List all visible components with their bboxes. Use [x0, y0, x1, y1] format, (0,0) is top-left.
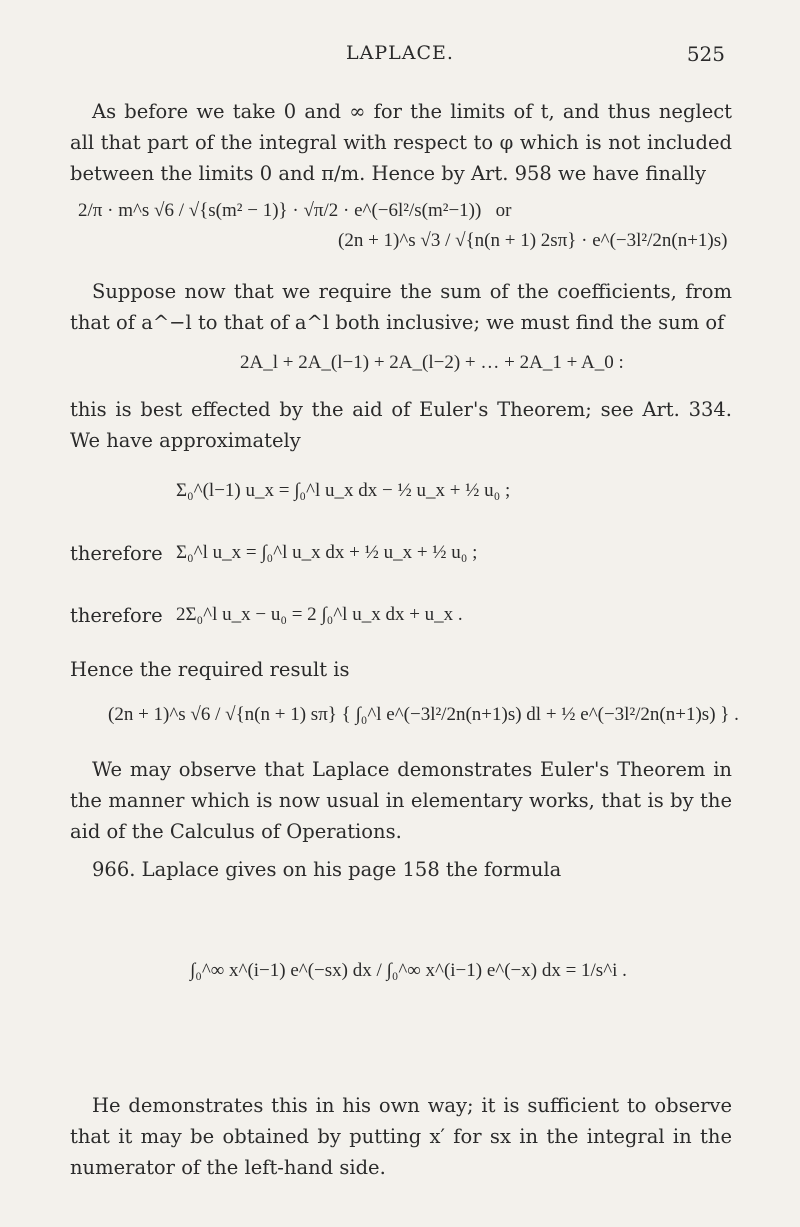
equation-1: Σ₀^(l−1) u_x = ∫₀^l u_x dx − ½ u_x + ½ u₀ ; [176, 480, 511, 501]
formula-final-or: or [495, 200, 512, 221]
paragraph-6: 966. Laplace gives on his page 158 the formula [92, 858, 562, 881]
result-formula: (2n + 1)^s √6 / √{n(n + 1) sπ} { ∫₀^l e^(−3l²/2n(n+1)s) dl + ½ e^(−3l²/2n(n+1)s) } . [108, 704, 739, 725]
paragraph-3: this is best effected by the aid of Euler's Theorem; see Art. 334. We have approximately [70, 398, 732, 452]
equation-3-label: therefore [70, 604, 163, 627]
equation-3: 2Σ₀^l u_x − u₀ = 2 ∫₀^l u_x dx + u_x . [176, 604, 463, 625]
paragraph-4: Hence the required result is [70, 658, 350, 681]
paragraph-5: We may observe that Laplace demonstrates Euler's Theorem in the manner which is now usual in elementary works, that is by the aid of the Calculus of Operations. [70, 758, 732, 843]
page-header [0, 42, 800, 72]
formula-final-right: (2n + 1)^s √3 / √{n(n + 1) 2sπ} · e^(−3l²/2n(n+1)s) [338, 230, 728, 251]
equation-2-label: therefore [70, 542, 163, 565]
formula-final-left: 2/π · m^s √6 / √{s(m² − 1)} · √π/2 · e^(−6l²/s(m²−1)) [78, 200, 482, 221]
equation-2: Σ₀^l u_x = ∫₀^l u_x dx + ½ u_x + ½ u₀ ; [176, 542, 478, 563]
paragraph-1: As before we take 0 and ∞ for the limits of t, and thus neglect all that part of the integral with respect to φ which is not included between the limits 0 and π/m. Hence by Art. 958 we have finally [70, 100, 732, 185]
formula-966: ∫₀^∞ x^(i−1) e^(−sx) dx / ∫₀^∞ x^(i−1) e^(−x) dx = 1/s^i . [190, 960, 627, 981]
sum-expression: 2A_l + 2A_(l−1) + 2A_(l−2) + … + 2A_1 + A_0 : [240, 352, 624, 373]
formula-final-right-row [338, 230, 727, 252]
formula-final [78, 200, 521, 222]
paragraph-7: He demonstrates this in his own way; it is sufficient to observe that it may be obtained by putting x′ for sx in the integral in the numerator of the left-hand side. [70, 1094, 732, 1179]
page-number: 525 [686, 42, 725, 66]
paragraph-2: Suppose now that we require the sum of the coefficients, from that of a^−l to that of a^l both inclusive; we must find the sum of [70, 280, 732, 334]
running-title: LAPLACE. [346, 42, 454, 64]
